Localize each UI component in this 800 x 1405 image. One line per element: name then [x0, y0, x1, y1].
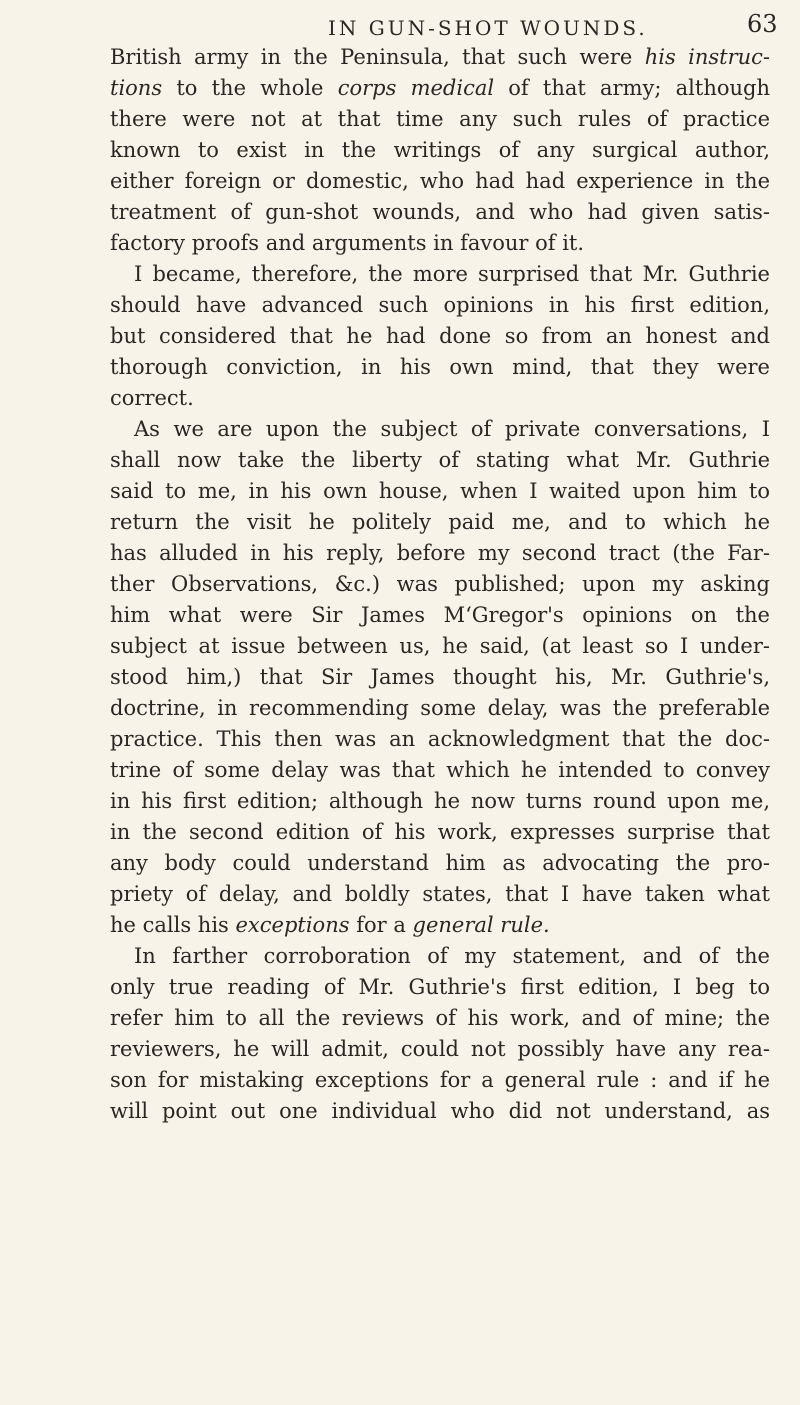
- text-run: subject at issue between us, he said, (at least so I under-: [110, 634, 770, 658]
- text-line: [110, 724, 770, 755]
- text-run: there were not at that time any such rules of practice: [110, 107, 770, 131]
- text-run: I became, therefore, the more surprised that Mr. Guthrie: [134, 262, 770, 286]
- italic-text: general rule.: [412, 913, 550, 937]
- text-line: [110, 538, 770, 569]
- italic-text: his instruc-: [644, 45, 770, 69]
- text-line: [110, 879, 770, 910]
- text-run: refer him to all the reviews of his work, and of mine; the: [110, 1006, 770, 1030]
- text-line: [110, 972, 770, 1003]
- text-line: [110, 73, 770, 104]
- text-run: should have advanced such opinions in his first edition,: [110, 293, 770, 317]
- text-line: [110, 1003, 770, 1034]
- text-line: [110, 383, 770, 414]
- text-run: practice. This then was an acknowledgment that the doc-: [110, 727, 770, 751]
- text-line: [110, 352, 770, 383]
- text-line: [110, 848, 770, 879]
- text-line: [110, 910, 770, 941]
- body-text: [110, 42, 770, 1127]
- text-run: any body could understand him as advocating the pro-: [110, 851, 770, 875]
- text-line: [110, 569, 770, 600]
- text-run: reviewers, he will admit, could not possibly have any rea-: [110, 1037, 770, 1061]
- text-run: British army in the Peninsula, that such were: [110, 45, 645, 69]
- text-run: doctrine, in recommending some delay, was the preferable: [110, 696, 770, 720]
- italic-text: tions: [110, 76, 163, 100]
- text-run: thorough conviction, in his own mind, that they were: [110, 355, 770, 379]
- italic-text: corps medical: [337, 76, 495, 100]
- page-number: 63: [747, 10, 778, 38]
- text-run: treatment of gun-shot wounds, and who had given satis-: [110, 200, 770, 224]
- text-line: [110, 476, 770, 507]
- text-line: [110, 662, 770, 693]
- running-title: IN GUN-SHOT WOUNDS.: [328, 16, 648, 40]
- text-line: [110, 786, 770, 817]
- text-run: for a: [349, 913, 413, 937]
- text-run: in the second edition of his work, expresses surprise that: [110, 820, 770, 844]
- text-line: [110, 228, 770, 259]
- text-line: [110, 1065, 770, 1096]
- text-line: [110, 259, 770, 290]
- text-line: [110, 755, 770, 786]
- text-line: [110, 1096, 770, 1127]
- text-line: [110, 693, 770, 724]
- text-run: In farther corroboration of my statement, and of the: [134, 944, 770, 968]
- text-run: son for mistaking exceptions for a general rule : and if he: [110, 1068, 770, 1092]
- text-line: [110, 104, 770, 135]
- text-line: [110, 1034, 770, 1065]
- text-line: [110, 197, 770, 228]
- text-line: [110, 166, 770, 197]
- text-run: will point out one individual who did not understand, as: [110, 1099, 770, 1123]
- text-run: either foreign or domestic, who had had experience in the: [110, 169, 770, 193]
- text-line: [110, 290, 770, 321]
- text-line: [110, 507, 770, 538]
- text-run: has alluded in his reply, before my second tract (the Far-: [110, 541, 770, 565]
- text-run: known to exist in the writings of any surgical author,: [110, 138, 770, 162]
- text-run: trine of some delay was that which he intended to convey: [110, 758, 770, 782]
- text-line: [110, 631, 770, 662]
- text-run: he calls his: [110, 913, 236, 937]
- text-line: [110, 414, 770, 445]
- text-run: but considered that he had done so from an honest and: [110, 324, 770, 348]
- text-run: As we are upon the subject of private conversations, I: [134, 417, 770, 441]
- text-run: return the visit he politely paid me, and to which he: [110, 510, 770, 534]
- text-run: of that army; although: [494, 76, 770, 100]
- text-run: said to me, in his own house, when I waited upon him to: [110, 479, 770, 503]
- text-line: [110, 817, 770, 848]
- text-run: only true reading of Mr. Guthrie's first edition, I beg to: [110, 975, 770, 999]
- text-run: shall now take the liberty of stating what Mr. Guthrie: [110, 448, 770, 472]
- text-line: [110, 600, 770, 631]
- text-run: to the whole: [162, 76, 338, 100]
- running-head: [0, 6, 800, 42]
- text-run: in his first edition; although he now turns round upon me,: [110, 789, 770, 813]
- text-line: [110, 941, 770, 972]
- text-run: priety of delay, and boldly states, that I have taken what: [110, 882, 770, 906]
- text-run: him what were Sir James M‘Gregor's opinions on the: [110, 603, 770, 627]
- italic-text: exceptions: [235, 913, 350, 937]
- text-line: [110, 445, 770, 476]
- text-line: [110, 42, 770, 73]
- text-run: correct.: [110, 386, 194, 410]
- text-line: [110, 321, 770, 352]
- text-run: stood him,) that Sir James thought his, Mr. Guthrie's,: [110, 665, 770, 689]
- text-run: ther Observations, &c.) was published; upon my asking: [110, 572, 770, 596]
- text-line: [110, 135, 770, 166]
- text-run: factory proofs and arguments in favour of it.: [110, 231, 585, 255]
